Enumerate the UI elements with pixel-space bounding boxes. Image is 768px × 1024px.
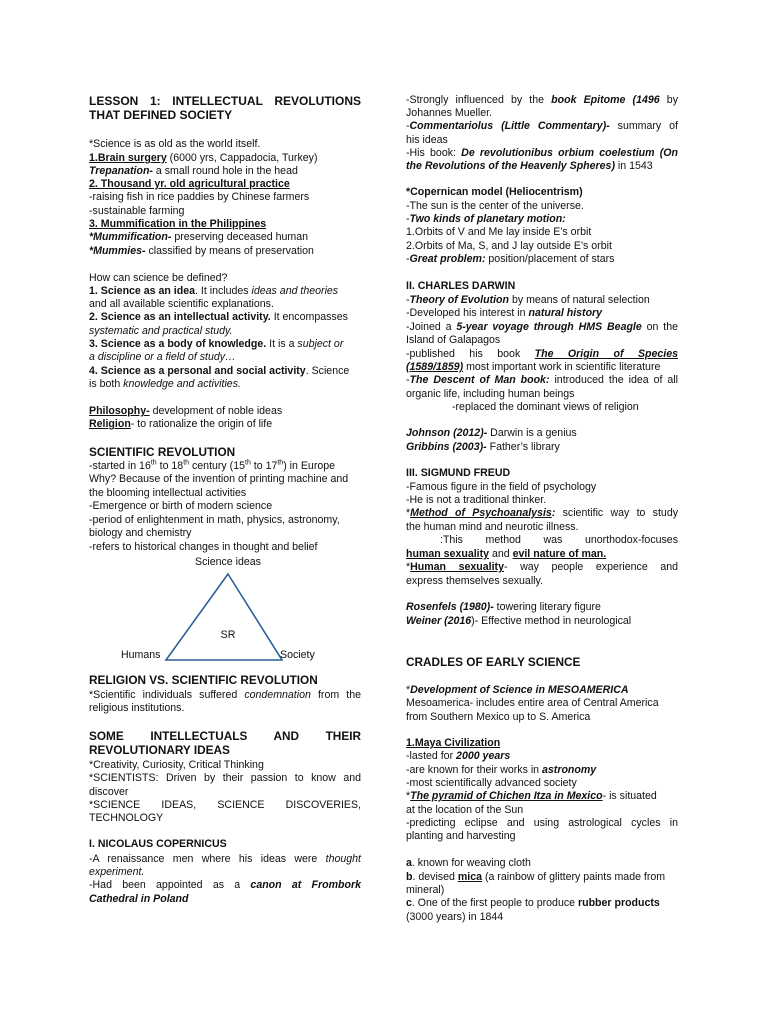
def2-line2: systematic and practical study. bbox=[89, 325, 233, 337]
intellectuals-line1: *Creativity, Curiosity, Critical Thinking bbox=[89, 759, 264, 771]
maya-line7: planting and harvesting bbox=[406, 830, 516, 842]
maya-line4: *The pyramid of Chichen Itza in Mexico- is situated bbox=[406, 790, 657, 802]
darwin-line2: -Developed his interest in natural history bbox=[406, 307, 603, 319]
darwin-line7: -The Descent of Man book: introduced the idea of all bbox=[406, 374, 678, 386]
maya-heading: 1.Maya Civilization bbox=[406, 737, 501, 749]
copernicus-line4: Cathedral in Poland bbox=[89, 893, 189, 905]
definition-question: How can science be defined? bbox=[89, 272, 228, 284]
darwin-line9: -replaced the dominant views of religion bbox=[452, 401, 639, 413]
mummification-heading: 3. Mummification in the Philippines bbox=[89, 218, 267, 230]
intellectuals-line5: TECHNOLOGY bbox=[89, 812, 164, 824]
maya-line3: -most scientifically advanced society bbox=[406, 777, 577, 789]
intellectuals-line3: discover bbox=[89, 786, 129, 798]
def4-line1: 4. Science as a personal and social activity. Science bbox=[89, 365, 350, 377]
copernicus-influence-line1: -Strongly influenced by the book Epitome (1496 by bbox=[406, 94, 678, 106]
maya-line2: -are known for their works in astronomy bbox=[406, 764, 597, 776]
freud-heading: III. SIGMUND FREUD bbox=[406, 467, 511, 479]
mummification-line: *Mummification- preserving deceased human bbox=[89, 231, 309, 243]
commentariolus-line2: his ideas bbox=[406, 134, 448, 146]
rosenfels-line: Rosenfels (1980)- towering literary figure bbox=[406, 601, 601, 613]
johnson-line: Johnson (2012)- Darwin is a genius bbox=[406, 427, 577, 439]
def4-line2: is both knowledge and activities. bbox=[89, 378, 241, 390]
mesoamerica-line3: from Southern Mexico up to S. America bbox=[406, 711, 591, 723]
def2-line1: 2. Science as an intellectual activity. It encompasses bbox=[89, 311, 348, 323]
sr-line6: biology and chemistry bbox=[89, 527, 192, 539]
darwin-line6: (1589/1859) most important work in scientific literature bbox=[406, 361, 661, 373]
religion-line: Religion- to rationalize the origin of life bbox=[89, 418, 273, 430]
intro-text: *Science is as old as the world itself. bbox=[89, 138, 261, 150]
mesoamerica-line1: *Development of Science in MESOAMERICA bbox=[406, 684, 629, 696]
darwin-line8: organic life, including human beings bbox=[406, 388, 575, 400]
sr-line2: Why? Because of the invention of printing machine and bbox=[89, 473, 349, 485]
intellectuals-heading-line1: SOME INTELLECTUALS AND THEIR bbox=[89, 729, 361, 743]
gribbins-line: Gribbins (2003)- Father’s library bbox=[406, 441, 560, 453]
freud-line7: *Human sexuality- way people experience and bbox=[406, 561, 678, 573]
intellectuals-heading-line2: REVOLUTIONARY IDEAS bbox=[89, 743, 230, 757]
intellectuals-line2: *SCIENTISTS: Driven by their passion to know and bbox=[89, 772, 361, 784]
maya-item-a: a. known for weaving cloth bbox=[406, 857, 531, 869]
darwin-line4: Island of Galapagos bbox=[406, 334, 501, 346]
mesoamerica-line2: Mesoamerica- includes entire area of Central America bbox=[406, 697, 659, 709]
darwin-line1: -Theory of Evolution by means of natural selection bbox=[406, 294, 650, 306]
religion-vs-sr-line2: religious institutions. bbox=[89, 702, 185, 714]
scientific-revolution-heading: SCIENTIFIC REVOLUTION bbox=[89, 445, 236, 459]
freud-line4: the human mind and neurotic illness. bbox=[406, 521, 579, 533]
intellectuals-line4: *SCIENCE IDEAS, SCIENCE DISCOVERIES, bbox=[89, 799, 361, 811]
trepanation-line: Trepanation- a small round hole in the head bbox=[89, 165, 298, 177]
darwin-line5: -published his book The Origin of Species bbox=[406, 348, 678, 360]
copernican-model-line5: -Great problem: position/placement of stars bbox=[406, 253, 615, 265]
his-book-line1: -His book: De revolutionibus orbium coelestium (On bbox=[406, 147, 679, 159]
freud-line6: human sexuality and evil nature of man. bbox=[406, 548, 607, 560]
copernicus-line2: experiment. bbox=[89, 866, 145, 878]
def3-line1: 3. Science as a body of knowledge. It is a subject or bbox=[89, 338, 344, 350]
sr-line7: -refers to historical changes in thought and belief bbox=[89, 541, 318, 553]
his-book-line2: the Revolutions of the Heavenly Spheres) in 1543 bbox=[406, 160, 653, 172]
triangle-right-label: Society bbox=[280, 649, 315, 661]
weiner-line: Weiner (2016)- Effective method in neurological bbox=[406, 615, 632, 627]
def1-line2: and all available scientific explanations. bbox=[89, 298, 274, 310]
sr-line3: the blooming intellectual activities bbox=[89, 487, 247, 499]
maya-item-c-line1: c. One of the first people to produce rubber products bbox=[406, 897, 660, 909]
philosophy-line: Philosophy- development of noble ideas bbox=[89, 405, 283, 417]
copernican-model-line2: -Two kinds of planetary motion: bbox=[406, 213, 566, 225]
copernicus-heading: I. NICOLAUS COPERNICUS bbox=[89, 838, 227, 850]
copernicus-influence-line2: Johannes Mueller. bbox=[406, 107, 492, 119]
triangle-center-label: SR bbox=[220, 629, 236, 641]
maya-item-b-line1: b. devised mica (a rainbow of glittery paints made from bbox=[406, 871, 666, 883]
commentariolus-line1: -Commentariolus (Little Commentary)- summary of bbox=[406, 120, 678, 132]
sr-line5: -period of enlightenment in math, physics, astronomy, bbox=[89, 514, 340, 526]
maya-item-b-line2: mineral) bbox=[406, 884, 445, 896]
mummies-line: *Mummies- classified by means of preservation bbox=[89, 245, 314, 257]
freud-line1: -Famous figure in the field of psychology bbox=[406, 481, 597, 493]
freud-line5: :This method was unorthodox-focuses bbox=[440, 534, 678, 546]
agricultural-line2: -sustainable farming bbox=[89, 205, 185, 217]
copernicus-line1: -A renaissance men where his ideas were thought bbox=[89, 853, 361, 865]
copernican-model-line3: 1.Orbits of V and Me lay inside E’s orbit bbox=[406, 226, 592, 238]
darwin-heading: II. CHARLES DARWIN bbox=[406, 280, 516, 292]
lesson-title-line2: THAT DEFINED SOCIETY bbox=[89, 108, 233, 122]
freud-line2: -He is not a traditional thinker. bbox=[406, 494, 547, 506]
triangle-top-label: Science ideas bbox=[195, 556, 261, 568]
copernican-model-line1: -The sun is the center of the universe. bbox=[406, 200, 584, 212]
science-triangle-diagram bbox=[89, 552, 361, 667]
agricultural-line1: -raising fish in rice paddies by Chinese farmers bbox=[89, 191, 310, 203]
copernican-model-heading: *Copernican model (Heliocentrism) bbox=[406, 186, 583, 198]
freud-line8: express themselves sexually. bbox=[406, 575, 543, 587]
agricultural-heading: 2. Thousand yr. old agricultural practice bbox=[89, 178, 290, 190]
lesson-title-line1: LESSON 1: INTELLECTUAL REVOLUTIONS bbox=[89, 94, 361, 108]
religion-vs-sr-line1: *Scientific individuals suffered condemnation from the bbox=[89, 689, 361, 701]
maya-line5: at the location of the Sun bbox=[406, 804, 524, 816]
brain-surgery-line: 1.Brain surgery (6000 yrs, Cappadocia, Turkey) bbox=[89, 152, 318, 164]
triangle-left-label: Humans bbox=[121, 649, 161, 661]
sr-line1: -started in 16th to 18th century (15th to 17th) in Europe bbox=[89, 459, 336, 472]
maya-line1: -lasted for 2000 years bbox=[406, 750, 511, 762]
darwin-line3: -Joined a 5-year voyage through HMS Beagle on the bbox=[406, 321, 678, 333]
sr-line4: -Emergence or birth of modern science bbox=[89, 500, 273, 512]
religion-vs-sr-heading: RELIGION VS. SCIENTIFIC REVOLUTION bbox=[89, 673, 318, 687]
freud-line3: *Method of Psychoanalysis: scientific way to study bbox=[406, 507, 679, 519]
cradles-heading: CRADLES OF EARLY SCIENCE bbox=[406, 655, 581, 669]
def3-line2: a discipline or a field of study… bbox=[89, 351, 236, 363]
maya-line6: -predicting eclipse and using astrological cycles in bbox=[406, 817, 678, 829]
maya-item-c-line2: (3000 years) in 1844 bbox=[406, 911, 504, 923]
copernicus-line3: -Had been appointed as a canon at Frombork bbox=[89, 879, 361, 891]
triangle-svg bbox=[89, 552, 361, 667]
triangle-shape bbox=[166, 574, 282, 660]
copernican-model-line4: 2.Orbits of Ma, S, and J lay outside E’s orbit bbox=[406, 240, 612, 252]
def1-line1: 1. Science as an idea. It includes ideas and theories bbox=[89, 285, 339, 297]
